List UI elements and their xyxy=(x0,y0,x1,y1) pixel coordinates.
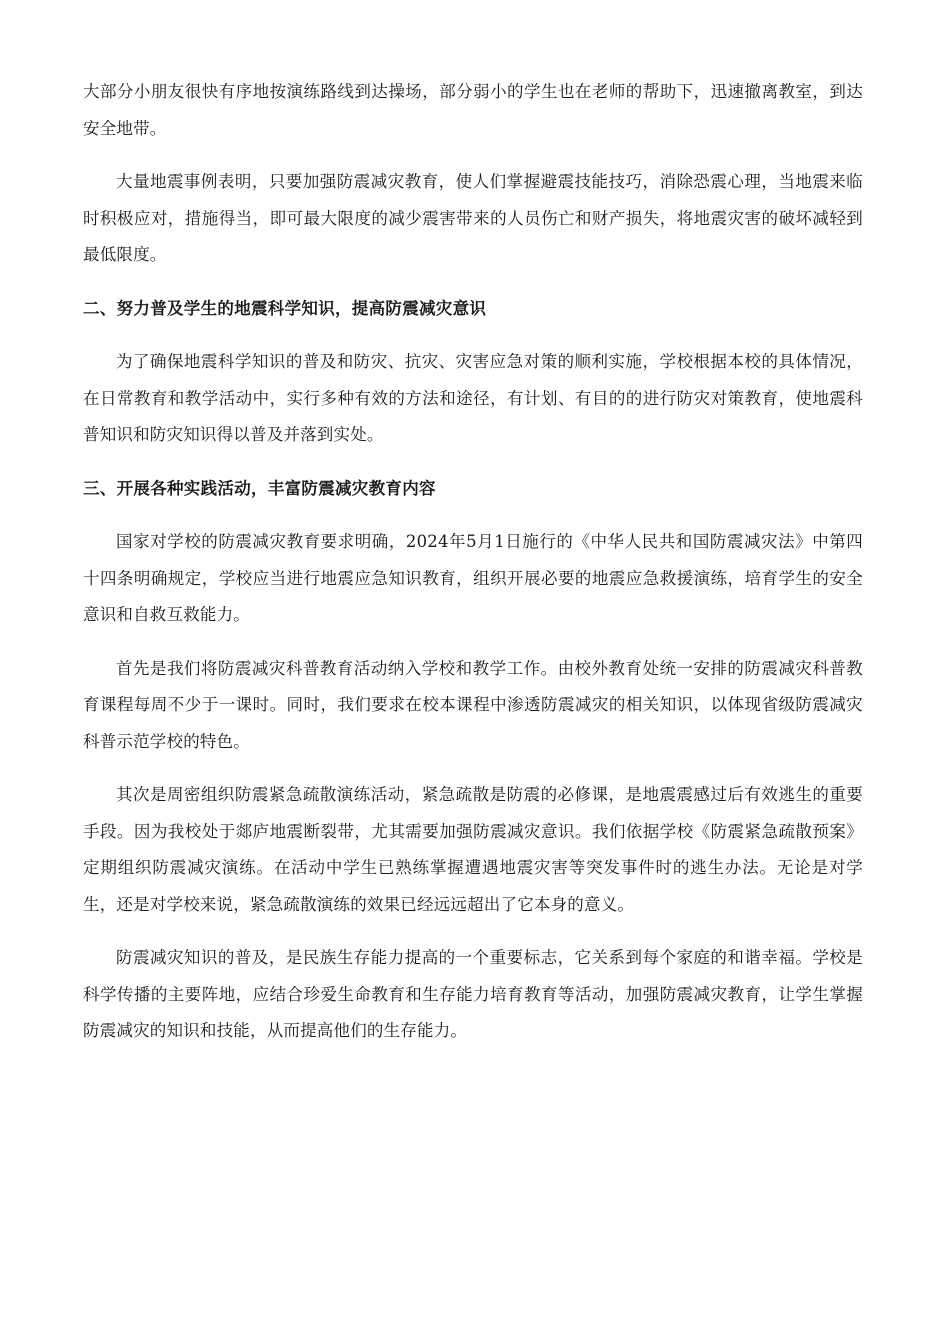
paragraph-national-requirements: 国家对学校的防震减灾教育要求明确，2024年5月1日施行的《中华人民共和国防震减灾法》中第四十四条明确规定，学校应当进行地震应急知识教育，组织开展必要的地震应急救援演练，培育学生的安全意识和自救互救能力。 xyxy=(83,532,863,624)
section-heading-2: 二、努力普及学生的地震科学知识，提高防震减灾意识 xyxy=(83,298,487,318)
paragraph-evacuation-drills: 其次是周密组织防震紧急疏散演练活动，紧急疏散是防震的必修课，是地震震感过后有效逃生的重要手段。因为我校处于郯庐地震断裂带，尤其需要加强防震减灾意识。我们依据学校《防震紧急疏散预案》定期组织防震减灾演练。在活动中学生已熟练掌握遭遇地震灾害等突发事件时的逃生办法。无论是对学生，还是对学校来说，紧急疏散演练的效果已经远远超出了它本身的意义。 xyxy=(83,785,863,914)
paragraph-continuation: 大部分小朋友很快有序地按演练路线到达操场，部分弱小的学生也在老师的帮助下，迅速撤离教室，到达安全地带。 xyxy=(83,82,863,138)
section-heading-3: 三、开展各种实践活动，丰富防震减灾教育内容 xyxy=(83,478,436,498)
paragraph-earthquake-cases: 大量地震事例表明，只要加强防震减灾教育，使人们掌握避震技能技巧，消除恐震心理，当地震来临时积极应对，措施得当，即可最大限度的减少震害带来的人员伤亡和财产损失，将地震灾害的破坏减轻到最低限度。 xyxy=(83,172,863,264)
paragraph-conclusion: 防震减灾知识的普及，是民族生存能力提高的一个重要标志，它关系到每个家庭的和谐幸福。学校是科学传播的主要阵地，应结合珍爱生命教育和生存能力培育教育等活动，加强防震减灾教育，让学生掌握防震减灾的知识和技能，从而提高他们的生存能力。 xyxy=(83,948,863,1040)
paragraph-science-knowledge: 为了确保地震科学知识的普及和防灾、抗灾、灾害应急对策的顺利实施，学校根据本校的具体情况，在日常教育和教学活动中，实行多种有效的方法和途径，有计划、有目的的进行防灾对策教育，使地震科普知识和防灾知识得以普及并落到实处。 xyxy=(83,352,863,444)
paragraph-curriculum: 首先是我们将防震减灾科普教育活动纳入学校和教学工作。由校外教育处统一安排的防震减灾科普教育课程每周不少于一课时。同时，我们要求在校本课程中渗透防震减灾的相关知识，以体现省级防震减灾科普示范学校的特色。 xyxy=(83,658,863,751)
document-page xyxy=(83,74,863,1067)
